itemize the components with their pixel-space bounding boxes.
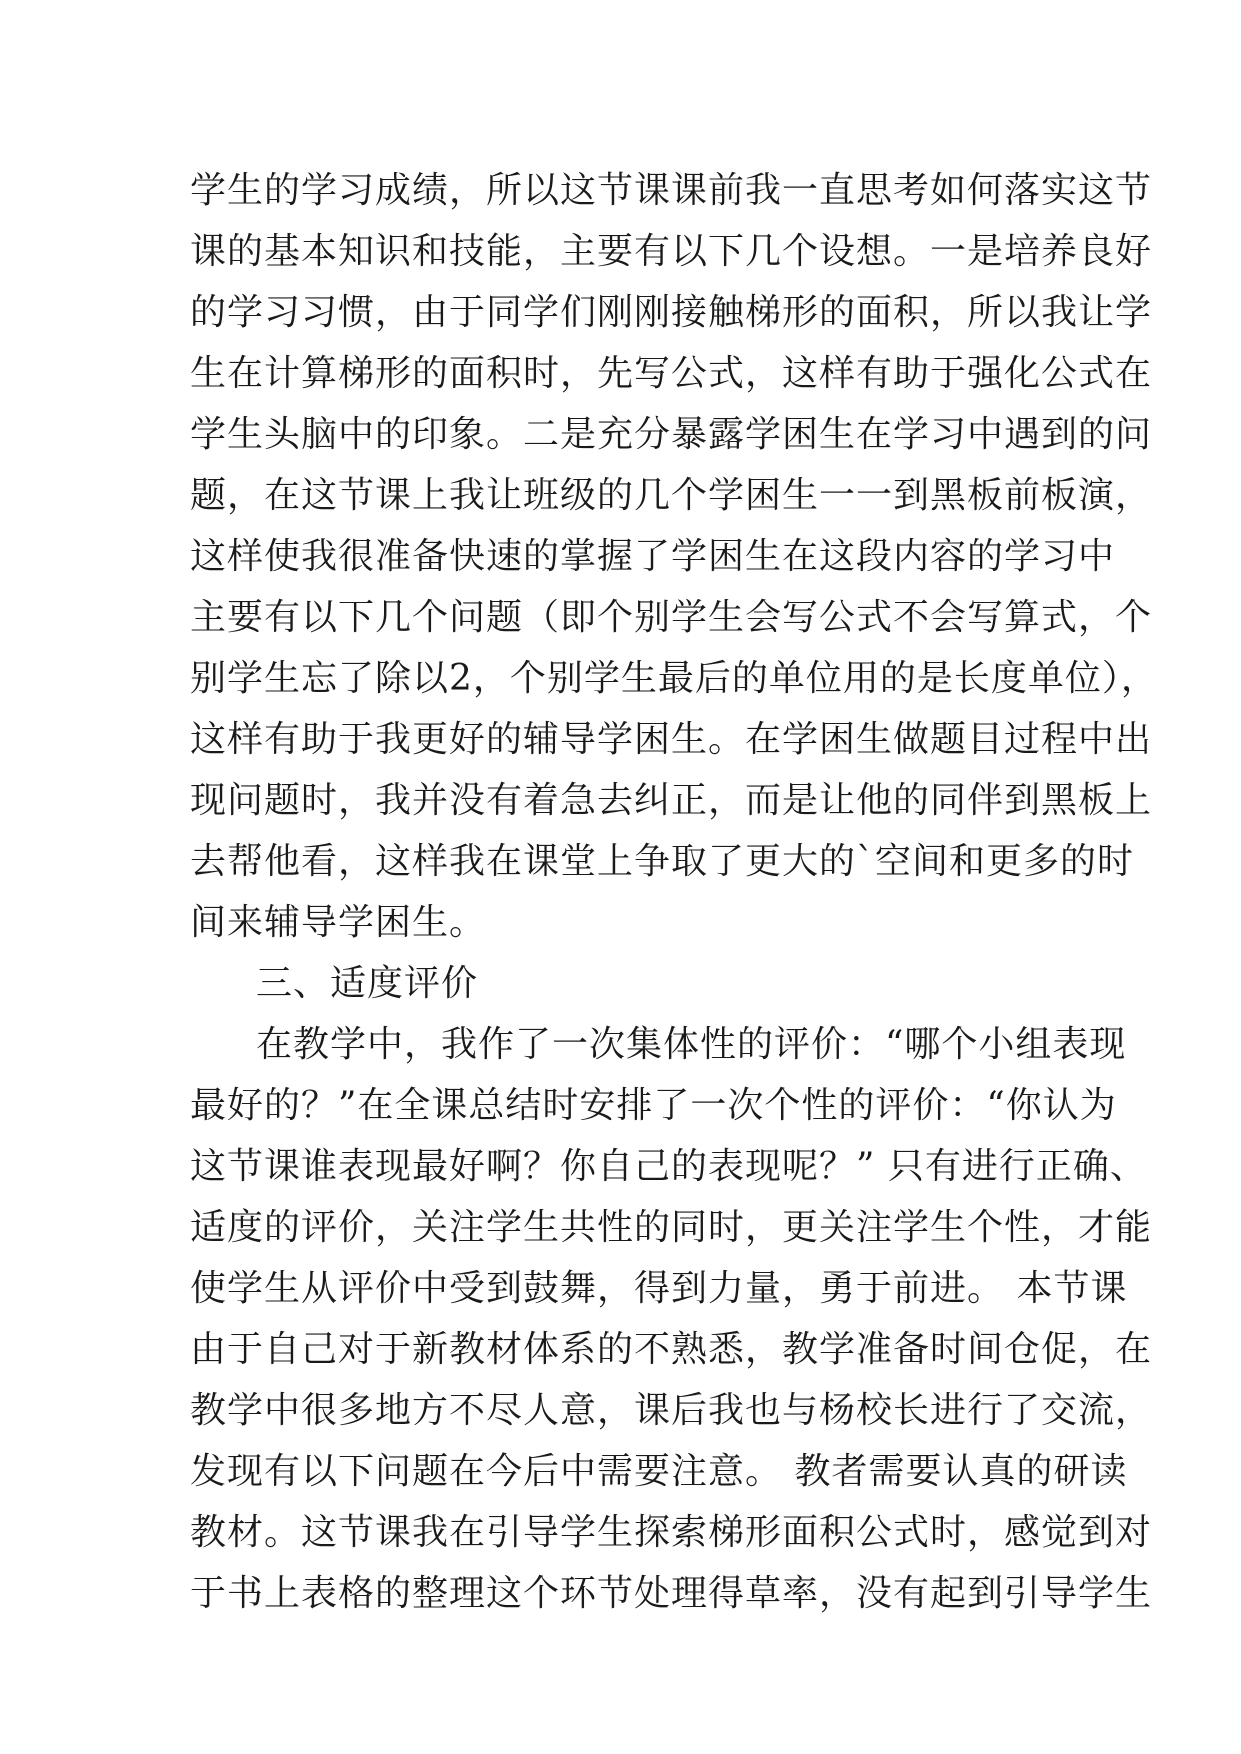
text-line: 学生头脑中的印象。二是充分暴露学困生在学习中遇到的问 [190,414,1153,455]
text-line: 在教学中，我作了一次集体性的评价：“哪个小组表现 [256,1024,1127,1065]
body-text [190,160,1158,1624]
text-line: 生在计算梯形的面积时，先写公式，这样有助于强化公式在 [190,353,1153,394]
text-line: 教学中很多地方不尽人意，课后我也与杨校长进行了交流， [190,1390,1153,1431]
text-line: 于书上表格的整理这个环节处理得草率，没有起到引导学生 [190,1573,1153,1614]
section-heading: 三、适度评价 [256,963,479,1004]
text-line: 现问题时，我并没有着急去纠正，而是让他的同伴到黑板上 [190,780,1153,821]
text-line: 发现有以下问题在今后中需要注意。 教者需要认真的研读 [190,1451,1128,1492]
text-line: 课的基本知识和技能，主要有以下几个设想。一是培养良好 [190,231,1153,272]
text-line: 这样有助于我更好的辅导学困生。在学困生做题目过程中出 [190,719,1153,760]
text-line: 主要有以下几个问题（即个别学生会写公式不会写算式，个 [190,597,1153,638]
text-line: 最好的？”在全课总结时安排了一次个性的评价：“你认为 [190,1085,1117,1126]
text-line: 教材。这节课我在引导学生探索梯形面积公式时，感觉到对 [190,1512,1153,1553]
text-line: 间来辅导学困生。 [190,902,487,943]
text-line: 别学生忘了除以2，个别学生最后的单位用的是长度单位）， [190,658,1158,699]
text-line: 这节课谁表现最好啊？你自己的表现呢？” 只有进行正确、 [190,1146,1147,1187]
text-line: 使学生从评价中受到鼓舞，得到力量，勇于前进。 本节课 [190,1268,1128,1309]
text-line: 由于自己对于新教材体系的不熟悉，教学准备时间仓促，在 [190,1329,1153,1370]
text-line: 的学习习惯，由于同学们刚刚接触梯形的面积，所以我让学 [190,292,1153,333]
text-line: 学生的学习成绩，所以这节课课前我一直思考如何落实这节 [190,170,1153,211]
text-line: 适度的评价，关注学生共性的同时，更关注学生个性，才能 [190,1207,1153,1248]
text-line: 题，在这节课上我让班级的几个学困生一一到黑板前板演， [190,475,1153,516]
text-line: 这样使我很准备快速的掌握了学困生在这段内容的学习中 [190,536,1116,577]
text-line: 去帮他看，这样我在课堂上争取了更大的`空间和更多的时 [190,841,1135,882]
